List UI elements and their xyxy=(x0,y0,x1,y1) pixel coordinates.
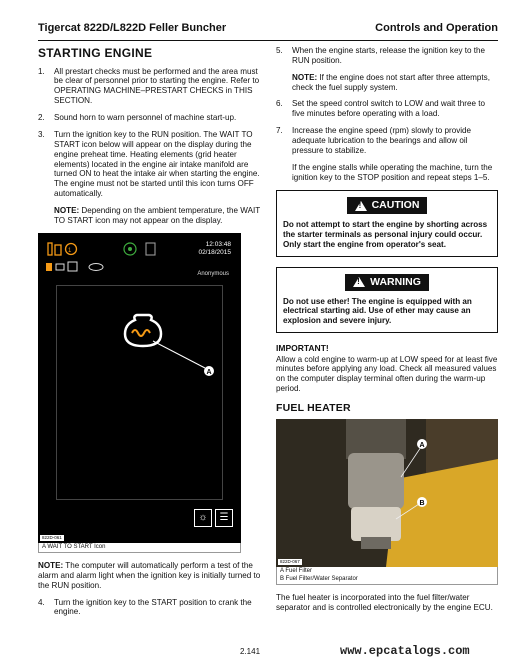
filter-icon xyxy=(146,243,155,255)
callout-b-marker xyxy=(417,497,427,507)
step-4: 4. Turn the ignition key to the START position to crank the engine. xyxy=(38,597,252,617)
caution-badge: ! CAUTION xyxy=(347,197,428,214)
section-title: STARTING ENGINE xyxy=(38,46,153,60)
callout-a-marker xyxy=(417,439,427,449)
fuel-heater-text: The fuel heater is incorporated into the fuel filter/water separator and is controlled electronically by the engine ECU. xyxy=(276,593,493,613)
note-ambient: NOTE: Depending on the ambient temperature, the WAIT TO START icon may not appear on the display. xyxy=(54,205,261,225)
step-3: 3. Turn the ignition key to the RUN position. The WAIT TO START icon below will appear on the display during the engine preheat time. Heating elements (grid heater elements) located in the engine air intake manifold are turned ON to heat the intake air when starting the engine. The engine must not be started until this icon turns OFF automatically. xyxy=(38,129,260,199)
watermark-site: www.epcatalogs.com xyxy=(340,644,470,658)
step-2: 2. Sound horn to warn personnel of machine start-up. xyxy=(38,113,237,123)
callout-a-label: A xyxy=(206,368,212,376)
header-section: Controls and Operation xyxy=(375,22,498,34)
steps-list-right xyxy=(276,46,498,66)
figure-id: 822D-067 xyxy=(280,559,300,565)
menu-icon: ☰ xyxy=(215,509,233,527)
steps-list-left xyxy=(38,67,263,199)
gauge-icon xyxy=(66,243,77,254)
callout-leader xyxy=(153,341,205,368)
header-rule xyxy=(38,40,498,41)
step-1: 1. All prestart checks must be performed and the area must be clear of personnel prior to starting the engine. Refer to OPERATING MACHINE–PRESTART CHECKS in THIS SECTION. xyxy=(38,66,260,106)
page-number: 2.141 xyxy=(240,647,261,656)
display-screenshot xyxy=(38,233,241,543)
fuel-heater-title: FUEL HEATER xyxy=(276,402,351,414)
photo-caption: A Fuel Filter B Fuel Filter/Water Separator xyxy=(276,567,498,586)
note-start-fail: NOTE: If the engine does not start after three attempts, check the fuel supply system. xyxy=(292,72,490,92)
svg-text:B: B xyxy=(419,499,425,507)
fuel-filter-illustration xyxy=(276,419,498,567)
display-main-area xyxy=(56,285,223,500)
speed-mode-icon xyxy=(89,263,103,270)
fuel-icon xyxy=(46,263,52,271)
step-6: 6. Set the speed control switch to LOW and wait three to five minutes before operating with a load. xyxy=(276,99,486,119)
warning-triangle-icon xyxy=(353,277,365,287)
display-clock: 12:03:48 02/18/2015 xyxy=(198,240,231,257)
warning-triangle-icon xyxy=(355,201,367,211)
engine-warning-icon xyxy=(68,262,77,271)
battery-icon xyxy=(56,264,64,270)
right-column xyxy=(276,46,498,613)
important-title: IMPORTANT! xyxy=(276,343,329,354)
warning-box xyxy=(276,267,498,333)
caution-box xyxy=(276,190,498,256)
important-text: Allow a cold engine to warm-up at LOW speed for at least five minutes before applying any load. Check all measured values on the computer display terminal often during the warm-up period. xyxy=(276,354,498,394)
caution-text: Do not attempt to start the engine by shorting across the starter terminals as personal injury could occur. Only start the engine from operator's seat. xyxy=(283,220,488,249)
warning-badge: ! WARNING xyxy=(345,274,429,291)
display-buttons xyxy=(191,509,233,527)
svg-text:A: A xyxy=(419,441,425,449)
fan-icon xyxy=(124,243,136,255)
warning-text: Do not use ether! The engine is equipped with an electrical starting aid. Use of ether may cause an explosion and severe injury. xyxy=(283,296,472,326)
display-caption: A WAIT TO START Icon xyxy=(38,543,241,553)
svg-text:1: 1 xyxy=(68,247,72,254)
display-user: Anonymous xyxy=(197,270,229,277)
note-computer: NOTE: The computer will automatically perform a test of the alarm and alarm light when the ignition key is initially turned to the RUN position. xyxy=(38,560,261,590)
page-header xyxy=(38,22,498,38)
steps-list-left-2 xyxy=(38,598,263,618)
wait-to-start-diagram xyxy=(57,286,224,501)
wait-to-start-icon xyxy=(125,315,161,346)
header-title: Tigercat 822D/L822D Feller Buncher xyxy=(38,22,227,34)
preheat-status-icon xyxy=(48,243,61,255)
step-5: 5. When the engine starts, release the ignition key to the RUN position. xyxy=(276,46,486,65)
steps-list-right-2 xyxy=(276,99,498,155)
figure-id: 822D-061 xyxy=(42,535,62,541)
day-night-icon: ☼ xyxy=(194,509,212,527)
stall-instruction: If the engine stalls while operating the machine, turn the ignition key to the STOP position and repeat steps 1–5. xyxy=(292,162,493,182)
important-block xyxy=(276,343,498,394)
fuel-filter-photo xyxy=(276,419,498,567)
step-7: 7. Increase the engine speed (rpm) slowly to provide adequate lubrication to the bearings and allow oil pressure to stabilize. xyxy=(276,126,472,155)
left-column xyxy=(38,46,263,624)
